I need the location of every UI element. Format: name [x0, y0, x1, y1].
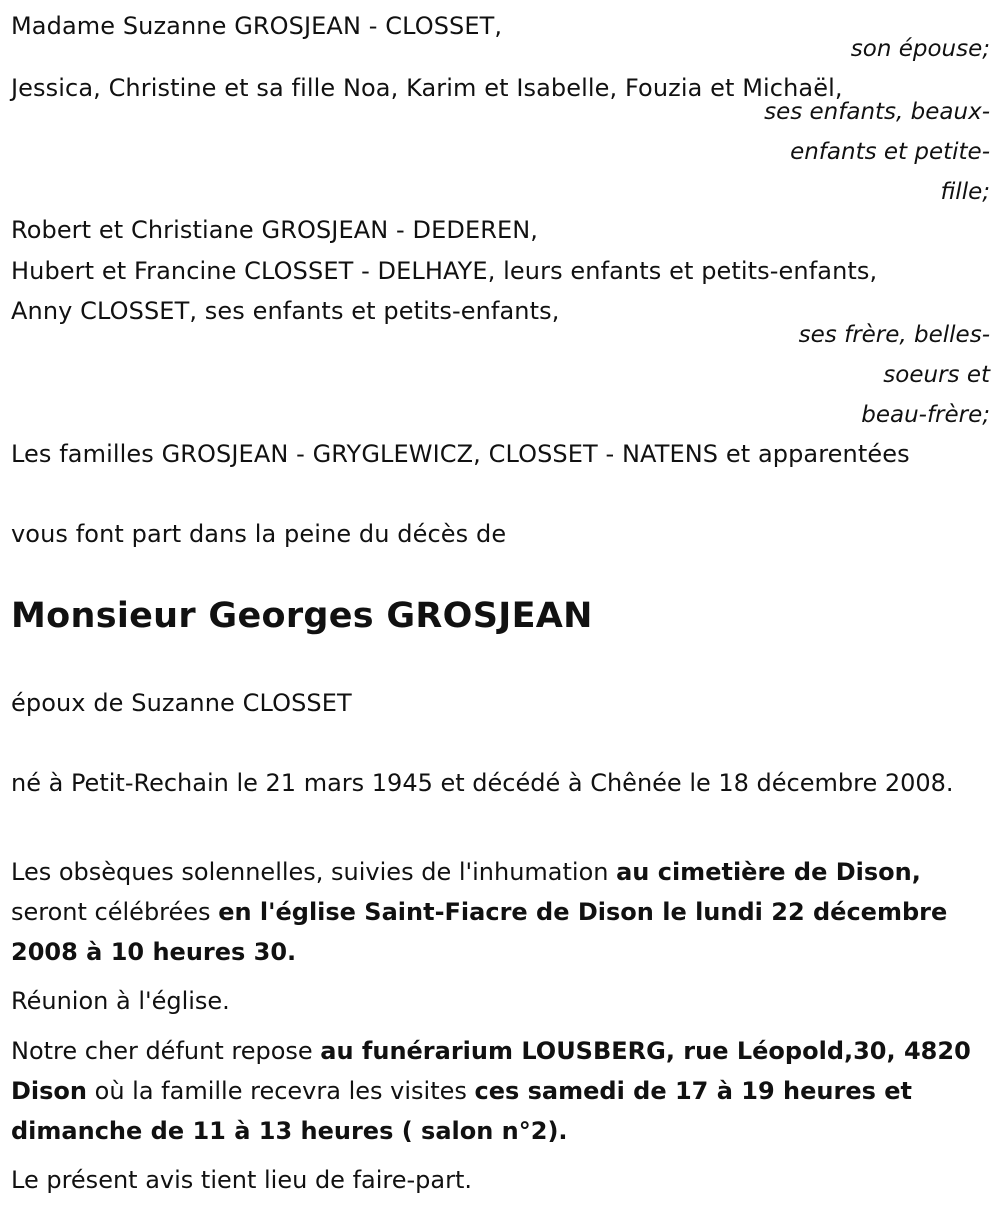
sibling-relation-2: soeurs et: [883, 362, 990, 388]
funeral-church-date: en l'église Saint-Fiacre de Dison le lundi 22 décembre 2008 à 10 heures 30.: [11, 898, 948, 966]
deceased-name: Monsieur Georges GROSJEAN: [11, 596, 593, 636]
closing-line: Le présent avis tient lieu de faire-part.: [11, 1166, 473, 1194]
families-line: Les familles GROSJEAN - GRYGLEWICZ, CLOSSET - NATENS et apparentées: [11, 440, 910, 468]
funeral-cemetery: au cimetière de Dison,: [616, 858, 921, 886]
funeral-text-2: seront célébrées: [11, 898, 219, 926]
sibling-line-2: Hubert et Francine CLOSSET - DELHAYE, leurs enfants et petits-enfants,: [11, 257, 878, 285]
reunion-paragraph: Réunion à l'église.: [11, 987, 230, 1015]
children-relation-3: fille;: [940, 179, 990, 205]
spouse-of-line: époux de Suzanne CLOSSET: [11, 689, 352, 717]
funeral-text-1: Les obsèques solennelles, suivies de l'inhumation: [11, 858, 617, 886]
children-relation-2: enfants et petite-: [790, 139, 990, 165]
sibling-line-3: Anny CLOSSET, ses enfants et petits-enfants,: [11, 297, 560, 325]
announcement-intro: vous font part dans la peine du décès de: [11, 520, 507, 548]
rest-text-2: où la famille recevra les visites: [87, 1077, 475, 1105]
sibling-relation-3: beau-frère;: [861, 402, 990, 428]
spouse-line: Madame Suzanne GROSJEAN - CLOSSET,: [11, 12, 503, 40]
birth-death-paragraph: né à Petit-Rechain le 21 mars 1945 et décédé à Chênée le 18 décembre 2008.: [11, 769, 954, 797]
sibling-line-1: Robert et Christiane GROSJEAN - DEDEREN,: [11, 216, 539, 244]
rest-paragraph: [11, 1031, 991, 1151]
rest-visiting-hours: ces samedi de 17 à 19 heures et dimanche de 11 à 13 heures ( salon n°2).: [11, 1077, 912, 1145]
spouse-relation: son épouse;: [850, 36, 990, 62]
children-relation-1: ses enfants, beaux-: [764, 99, 990, 125]
rest-funeral-home: au funérarium LOUSBERG, rue Léopold,30, 4820 Dison: [11, 1037, 971, 1105]
rest-text-1: Notre cher défunt repose: [11, 1037, 321, 1065]
funeral-paragraph: [11, 852, 991, 972]
sibling-relation-1: ses frère, belles-: [798, 322, 990, 348]
children-line: Jessica, Christine et sa fille Noa, Karim et Isabelle, Fouzia et Michaël,: [11, 74, 843, 102]
